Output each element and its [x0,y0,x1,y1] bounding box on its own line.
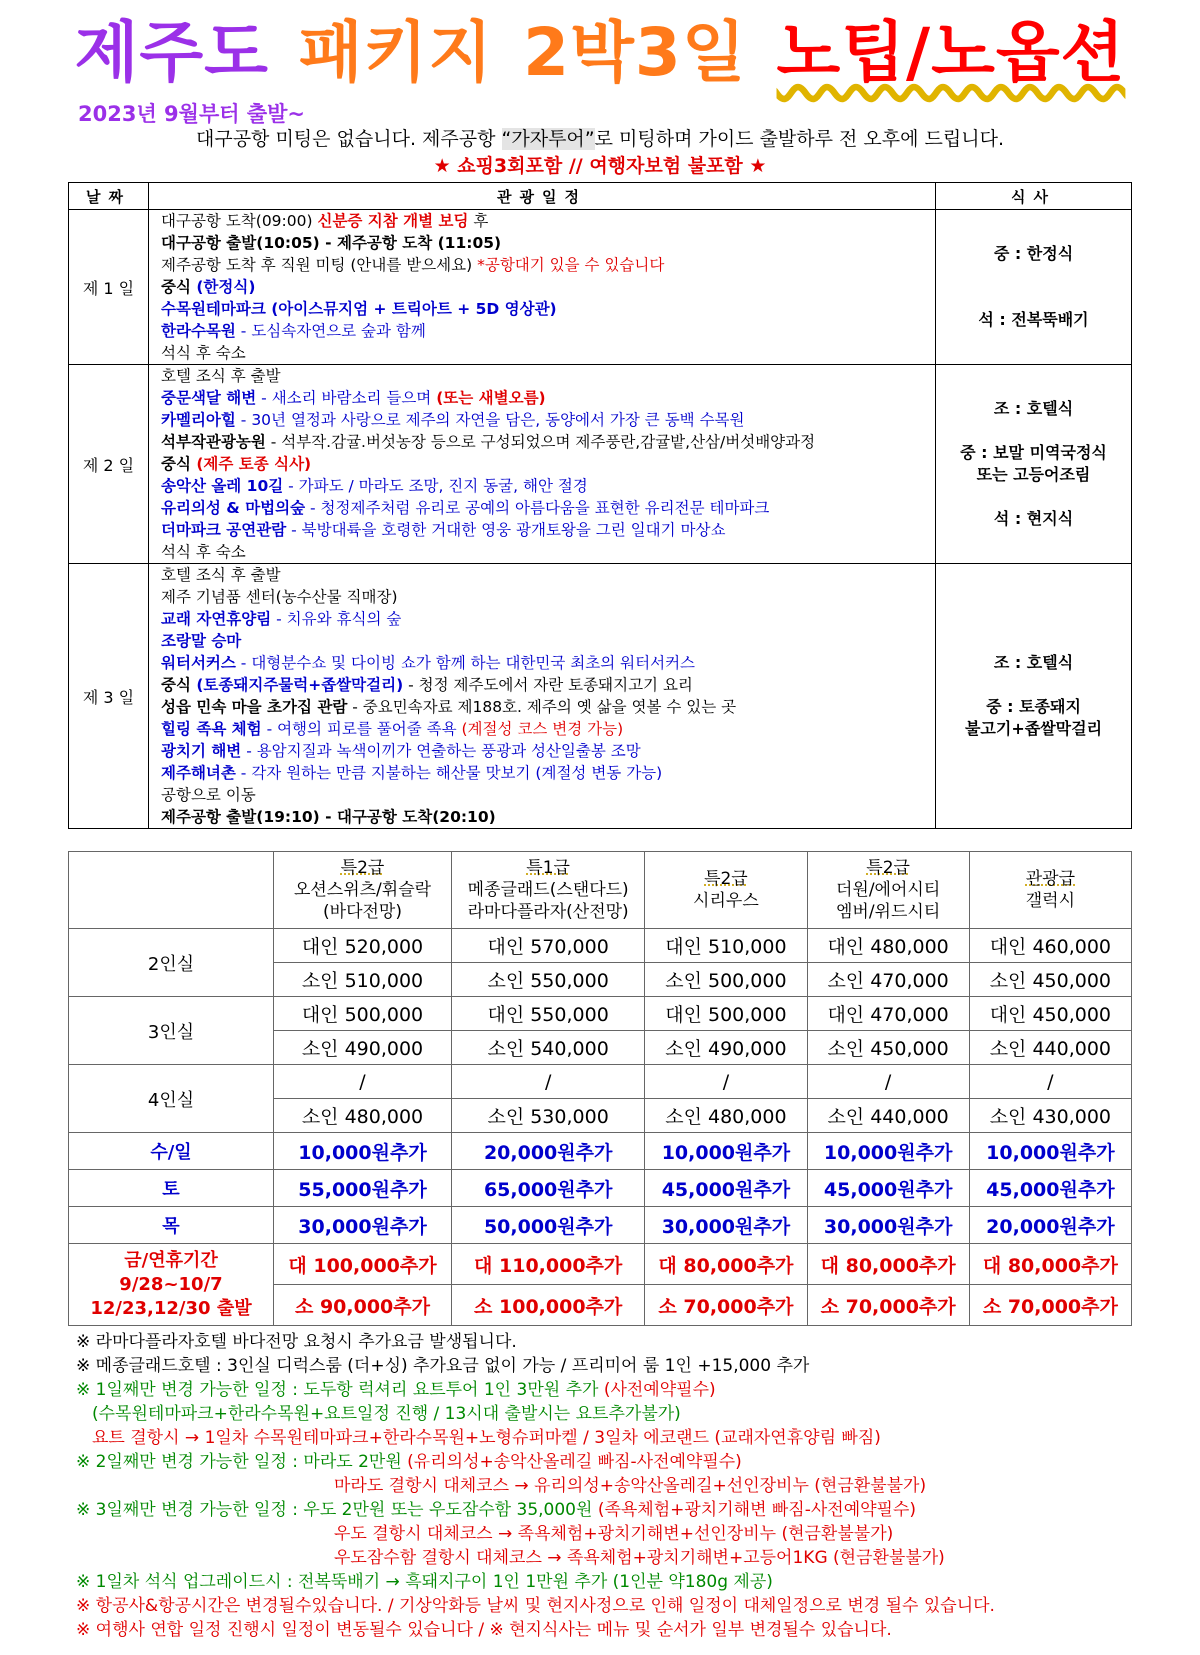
itinerary-text: (토종돼지주물럭+좁쌀막걸리) [196,676,404,694]
room-type-label: 4인실 [69,1065,274,1133]
hotel-header-line: 메종글래드(스탠다드) [467,880,629,900]
itinerary-text: 성읍 민속 마을 초가집 관람 [161,698,348,716]
holiday-child-cell: 소 70,000추가 [807,1285,969,1326]
note-line [76,1378,1186,1402]
itinerary-text: 석부작관광농원 [161,433,266,451]
room-type-label: 3인실 [69,997,274,1065]
holiday-label-line: 금/연휴기간 [124,1249,218,1271]
price-cell: / [274,1065,452,1099]
itinerary-text: - 중요민속자료 제188호. 제주의 옛 삶을 엿볼 수 있는 곳 [347,698,737,716]
title-duration: 2박3일 [523,14,747,91]
itinerary-line [161,497,935,519]
meal-line [937,287,1130,309]
meal-line: 석 : 현지식 [993,509,1074,528]
surcharge-cell: 10,000원추가 [645,1133,807,1170]
price-cell: 대인 520,000 [274,929,452,963]
surcharge-row [69,1133,1132,1170]
itinerary-text: - 30년 열정과 사랑으로 제주의 자연을 담은, 동양에서 가장 큰 동백 수목원 [235,411,745,429]
holiday-child-cell: 소 70,000추가 [969,1285,1131,1326]
hotel-header [645,852,807,929]
room-type-label: 2인실 [69,929,274,997]
itinerary-line [161,409,935,431]
itinerary-line [161,586,935,608]
itinerary-text: 대구공항 도착(09:00) [161,212,318,230]
hotel-header-line: 오션스위츠/휘슬락 [293,880,432,900]
itinerary-line [161,431,935,453]
surcharge-label: 토 [69,1170,274,1207]
meeting-highlight: “가자투어” [501,128,595,150]
surcharge-cell: 55,000원추가 [274,1170,452,1207]
note-text: (유리의성+송악산올레길 빠짐-사전예약필수) [407,1452,742,1472]
itinerary-text: 제주공항 출발(19:10) - 대구공항 도착(20:10) [161,808,496,826]
header-day: 날짜 [69,183,149,210]
schedule-row [69,365,1132,564]
meal-line [937,486,1130,508]
day-label: 제 3 일 [69,564,149,829]
itinerary-line [161,784,935,806]
itinerary-line [161,740,935,762]
day-meals [936,564,1132,829]
surcharge-cell: 20,000원추가 [969,1207,1131,1244]
holiday-row [69,1244,1132,1285]
holiday-label-line: 9/28~10/7 [119,1273,223,1295]
itinerary-text: 공항으로 이동 [161,786,256,804]
itinerary-line [161,342,935,364]
price-header-corner [69,852,274,929]
itinerary-text: 제주 기념품 센터(농수산물 직매장) [161,588,398,606]
note-line: ※ 항공사&항공시간은 변경될수있습니다. / 기상악화등 날씨 및 현지사정으로 인해 일정이 대체일정으로 변경 될수 있습니다. [76,1596,995,1616]
price-cell: 소인 510,000 [274,963,452,997]
surcharge-cell: 10,000원추가 [807,1133,969,1170]
itinerary-text: 광치기 해변 [161,742,242,760]
surcharge-cell: 10,000원추가 [274,1133,452,1170]
itinerary-text: - 청정제주처럼 유리로 공예의 아름다움을 표현한 유리전문 테마파크 [305,499,770,517]
itinerary-text: 교래 자연휴양림 [161,610,272,628]
itinerary-text: 석식 후 숙소 [161,344,246,362]
itinerary-text: 호텔 조식 후 출발 [161,367,281,385]
hotel-header [451,852,644,929]
itinerary-line [161,276,935,298]
note-line: ※ 메종글래드호텔 : 3인실 디럭스룸 (더+싱) 추가요금 없이 가능 / 프리미어 룸 1인 +15,000 추가 [76,1356,810,1376]
note-line: (수목원테마파크+한라수목원+요트일정 진행 / 13시대 출발시는 요트추가불가) [92,1404,681,1424]
page-title [0,14,1200,92]
itinerary-line [161,762,935,784]
notice-banner: ★ 쇼핑3회포함 // 여행자보험 불포함 ★ [433,155,767,177]
itinerary-text: (한정식) [196,278,256,296]
price-cell: 대인 450,000 [969,997,1131,1031]
itinerary-text: 한라수목원 [161,322,236,340]
itinerary-text: - 새소리 바람소리 들으며 [256,389,437,407]
meeting-info [0,124,1200,151]
holiday-adult-cell: 대 110,000추가 [451,1244,644,1285]
meal-line: 석 : 전복뚝배기 [978,310,1089,329]
itinerary-line [161,652,935,674]
itinerary-line [161,254,935,276]
meal-line: 중 : 한정식 [993,244,1074,263]
note-line: 우도 결항시 대체코스 → 족욕체험+광치기해변+선인장비누 (현금환불불가) [334,1524,894,1544]
price-cell: 소인 440,000 [969,1031,1131,1065]
hotel-header-line: 더원/에어시티 [835,880,941,900]
price-cell: 대인 500,000 [274,997,452,1031]
note-text: ※ 3일째만 변경 가능한 일정 : 우도 2만원 또는 우도잠수함 35,000원 [76,1500,598,1520]
hotel-header [807,852,969,929]
itinerary-line [161,387,935,409]
itinerary-text: 대구공항 출발(10:05) - 제주공항 도착 (11:05) [161,234,502,252]
itinerary-line [161,608,935,630]
itinerary-text: - 도심속자연으로 숲과 함께 [235,322,426,340]
schedule-row [69,564,1132,829]
price-cell: / [807,1065,969,1099]
meal-line: 조 : 호텔식 [993,399,1074,418]
itinerary-text: - 북방대륙을 호령한 거대한 영웅 광개토왕을 그린 일대기 마상쇼 [286,521,726,539]
surcharge-cell: 20,000원추가 [451,1133,644,1170]
note-line: 요트 결항시 → 1일차 수목원테마파크+한라수목원+노형슈퍼마켙 / 3일차 에코랜드 (교래자연휴양림 빠짐) [92,1428,881,1448]
itinerary-text: 워터서커스 [161,654,236,672]
itinerary-text: - 각자 원하는 만큼 지불하는 해산물 맛보기 (계절성 변동 가능) [235,764,663,782]
holiday-adult-cell: 대 80,000추가 [969,1244,1131,1285]
itinerary-text: (계절성 코스 변경 가능) [461,720,624,738]
hotel-header-line: 특2급 [340,858,385,878]
surcharge-cell: 30,000원추가 [807,1207,969,1244]
day-label: 제 1 일 [69,210,149,365]
meal-line [937,265,1130,287]
holiday-adult-cell: 대 80,000추가 [645,1244,807,1285]
price-cell: 소인 450,000 [807,1031,969,1065]
day-meals [936,210,1132,365]
holiday-label [69,1244,274,1326]
itinerary-text: 힐링 족욕 체험 [161,720,262,738]
price-cell: 대인 510,000 [645,929,807,963]
itinerary-text: 중문색달 해변 [161,389,257,407]
itinerary-text: - 석부작.감귤.버섯농장 등으로 구성되었으며 제주풍란,감귤밭,산삼/버섯배양과정 [265,433,816,451]
surcharge-cell: 65,000원추가 [451,1170,644,1207]
day-itinerary [149,365,936,564]
price-cell: 소인 490,000 [274,1031,452,1065]
price-cell: 소인 500,000 [645,963,807,997]
itinerary-text: 호텔 조식 후 출발 [161,566,281,584]
itinerary-text: 신분증 지참 개별 보딩 [317,212,469,230]
hotel-header [274,852,452,929]
itinerary-text: 중식 [161,278,197,296]
day-itinerary [149,210,936,365]
price-cell: / [451,1065,644,1099]
note-line: 마라도 결항시 대체코스 → 유리의성+송악산올레길+선인장비누 (현금환불불가) [334,1476,927,1496]
meeting-text: 대구공항 미팅은 없습니다. 제주공항 [196,128,502,150]
day-itinerary [149,564,936,829]
schedule-row [69,210,1132,365]
itinerary-text: 유리의성 & 마법의숲 [161,499,306,517]
title-jeju: 제주도 [74,14,269,91]
schedule-table [68,182,1132,829]
itinerary-text: 제주해녀촌 [161,764,236,782]
itinerary-line [161,210,935,232]
price-cell: 소인 450,000 [969,963,1131,997]
price-cell: 소인 480,000 [645,1099,807,1133]
meal-line: 또는 고등어조림 [976,465,1091,484]
itinerary-text: - 치유와 휴식의 숲 [271,610,402,628]
itinerary-line [161,453,935,475]
note-line: ※ 라마다플라자호텔 바다전망 요청시 추가요금 발생됩니다. [76,1332,517,1352]
price-table [68,851,1132,1326]
price-cell: 대인 460,000 [969,929,1131,963]
price-cell: 대인 470,000 [807,997,969,1031]
title-notip: 노팁/노옵션 [776,14,1126,91]
itinerary-text: - 청정 제주도에서 자란 토종돼지고기 요리 [403,676,693,694]
holiday-child-cell: 소 70,000추가 [645,1285,807,1326]
holiday-label-line: 12/23,12/30 출발 [90,1297,252,1319]
surcharge-row [69,1170,1132,1207]
itinerary-text: - 가파도 / 마라도 조망, 진지 동굴, 해안 절경 [283,477,588,495]
day-label: 제 2 일 [69,365,149,564]
price-cell: 대인 500,000 [645,997,807,1031]
itinerary-text: (또는 새별오름) [436,389,546,407]
price-row [69,997,1132,1031]
itinerary-line [161,320,935,342]
price-row [69,929,1132,963]
itinerary-text: 송악산 올레 10길 [161,477,284,495]
price-cell: 소인 490,000 [645,1031,807,1065]
price-row [69,1065,1132,1099]
note-line: ※ 여행사 연합 일정 진행시 일정이 변동될수 있습니다 / ※ 현지식사는 메뉴 및 순서가 일부 변경될수 있습니다. [76,1620,892,1640]
price-cell: / [969,1065,1131,1099]
note-line [76,1450,1186,1474]
surcharge-cell: 45,000원추가 [969,1170,1131,1207]
holiday-child-cell: 소 100,000추가 [451,1285,644,1326]
price-cell: 소인 530,000 [451,1099,644,1133]
itinerary-text: (제주 토종 식사) [196,455,312,473]
surcharge-cell: 45,000원추가 [645,1170,807,1207]
surcharge-cell: 45,000원추가 [807,1170,969,1207]
itinerary-text: *공항대기 있을 수 있습니다 [477,256,665,274]
hotel-header-line: 특2급 [866,858,910,878]
itinerary-line [161,475,935,497]
itinerary-text: 수목원테마파크 (아이스뮤지엄 + 트릭아트 + 5D 영상관) [161,300,557,318]
surcharge-cell: 30,000원추가 [645,1207,807,1244]
itinerary-line [161,630,935,652]
itinerary-text: 후 [468,212,489,230]
note-line: 우도잠수함 결항시 대체코스 → 족욕체험+광치기해변+고등어1KG (현금환불불가) [334,1548,945,1568]
hotel-header [969,852,1131,929]
price-cell: 소인 550,000 [451,963,644,997]
header-meal: 식사 [936,183,1132,210]
notes-section [76,1330,1186,1642]
itinerary-line [161,564,935,586]
meal-line: 조 : 호텔식 [993,653,1074,672]
price-cell: 대인 480,000 [807,929,969,963]
hotel-header-line: 갤럭시 [1025,891,1075,911]
meeting-text-after: 로 미팅하며 가이드 출발하루 전 오후에 드립니다. [594,128,1004,150]
surcharge-cell: 10,000원추가 [969,1133,1131,1170]
meal-line: 중 : 보말 미역국정식 [960,443,1107,462]
itinerary-line [161,519,935,541]
price-cell: 소인 440,000 [807,1099,969,1133]
surcharge-cell: 30,000원추가 [274,1207,452,1244]
itinerary-text: - 대형분수쇼 및 다이빙 쇼가 함께 하는 대한민국 최초의 워터서커스 [235,654,696,672]
holiday-child-cell: 소 90,000추가 [274,1285,452,1326]
price-cell: 대인 570,000 [451,929,644,963]
itinerary-line [161,674,935,696]
itinerary-line [161,718,935,740]
itinerary-line [161,806,935,828]
note-text: (족욕체험+광치기해변 빠짐-사전예약필수) [597,1500,917,1520]
itinerary-line [161,232,935,254]
itinerary-line [161,298,935,320]
itinerary-text: - 여행의 피로를 풀어줄 족욕 [261,720,462,738]
price-cell: 소인 480,000 [274,1099,452,1133]
day-meals [936,365,1132,564]
note-text: (사전예약필수) [603,1380,716,1400]
itinerary-line [161,541,935,563]
itinerary-text: 카멜리아힐 [161,411,236,429]
price-cell: / [645,1065,807,1099]
itinerary-text: 중식 [161,676,197,694]
title-package: 패키지 [298,14,494,91]
hotel-header-line: 특2급 [704,869,748,889]
holiday-adult-cell: 대 80,000추가 [807,1244,969,1285]
itinerary-text: 제주공항 도착 후 직원 미팅 (안내를 받으세요) [161,256,478,274]
surcharge-label: 목 [69,1207,274,1244]
hotel-header-line: 특1급 [526,858,570,878]
price-cell: 소인 430,000 [969,1099,1131,1133]
note-line [76,1498,1186,1522]
price-cell: 소인 470,000 [807,963,969,997]
hotel-header-line: 라마다플라자(산전망) [467,902,629,922]
note-line: ※ 1일차 석식 업그레이드시 : 전복뚝배기 → 흑돼지구이 1인 1만원 추가 (1인분 약180g 제공) [76,1572,773,1592]
hotel-header-line: 시리우스 [693,891,759,911]
hotel-header-line: 엠버/위드시티 [835,902,941,922]
note-text: ※ 1일째만 변경 가능한 일정 : 도두항 럭셔리 요트투어 1인 3만원 추가 [76,1380,604,1400]
meal-line: 불고기+좁쌀막걸리 [964,719,1103,738]
hotel-header-line: (바다전망) [323,902,402,922]
itinerary-text: 조랑말 승마 [161,632,242,650]
meal-line: 중 : 토종돼지 [986,697,1081,716]
hotel-header-line: 관광급 [1025,869,1075,889]
itinerary-text: 더마파크 공연관람 [161,521,287,539]
price-header-row [69,852,1132,929]
price-cell: 소인 540,000 [451,1031,644,1065]
surcharge-row [69,1207,1132,1244]
itinerary-line [161,365,935,387]
price-cell: 대인 550,000 [451,997,644,1031]
surcharge-cell: 50,000원추가 [451,1207,644,1244]
departure-date: 2023년 9월부터 출발~ [78,102,305,126]
itinerary-line [161,696,935,718]
surcharge-label: 수/일 [69,1133,274,1170]
header-itinerary: 관광일정 [149,183,936,210]
meal-line [937,420,1130,442]
itinerary-text: 중식 [161,455,197,473]
holiday-adult-cell: 대 100,000추가 [274,1244,452,1285]
itinerary-text: - 용암지질과 녹색이끼가 연출하는 풍광과 성산일출봉 조망 [241,742,641,760]
itinerary-text: 석식 후 숙소 [161,543,246,561]
meal-line [937,674,1130,696]
note-text: ※ 2일째만 변경 가능한 일정 : 마라도 2만원 [76,1452,408,1472]
